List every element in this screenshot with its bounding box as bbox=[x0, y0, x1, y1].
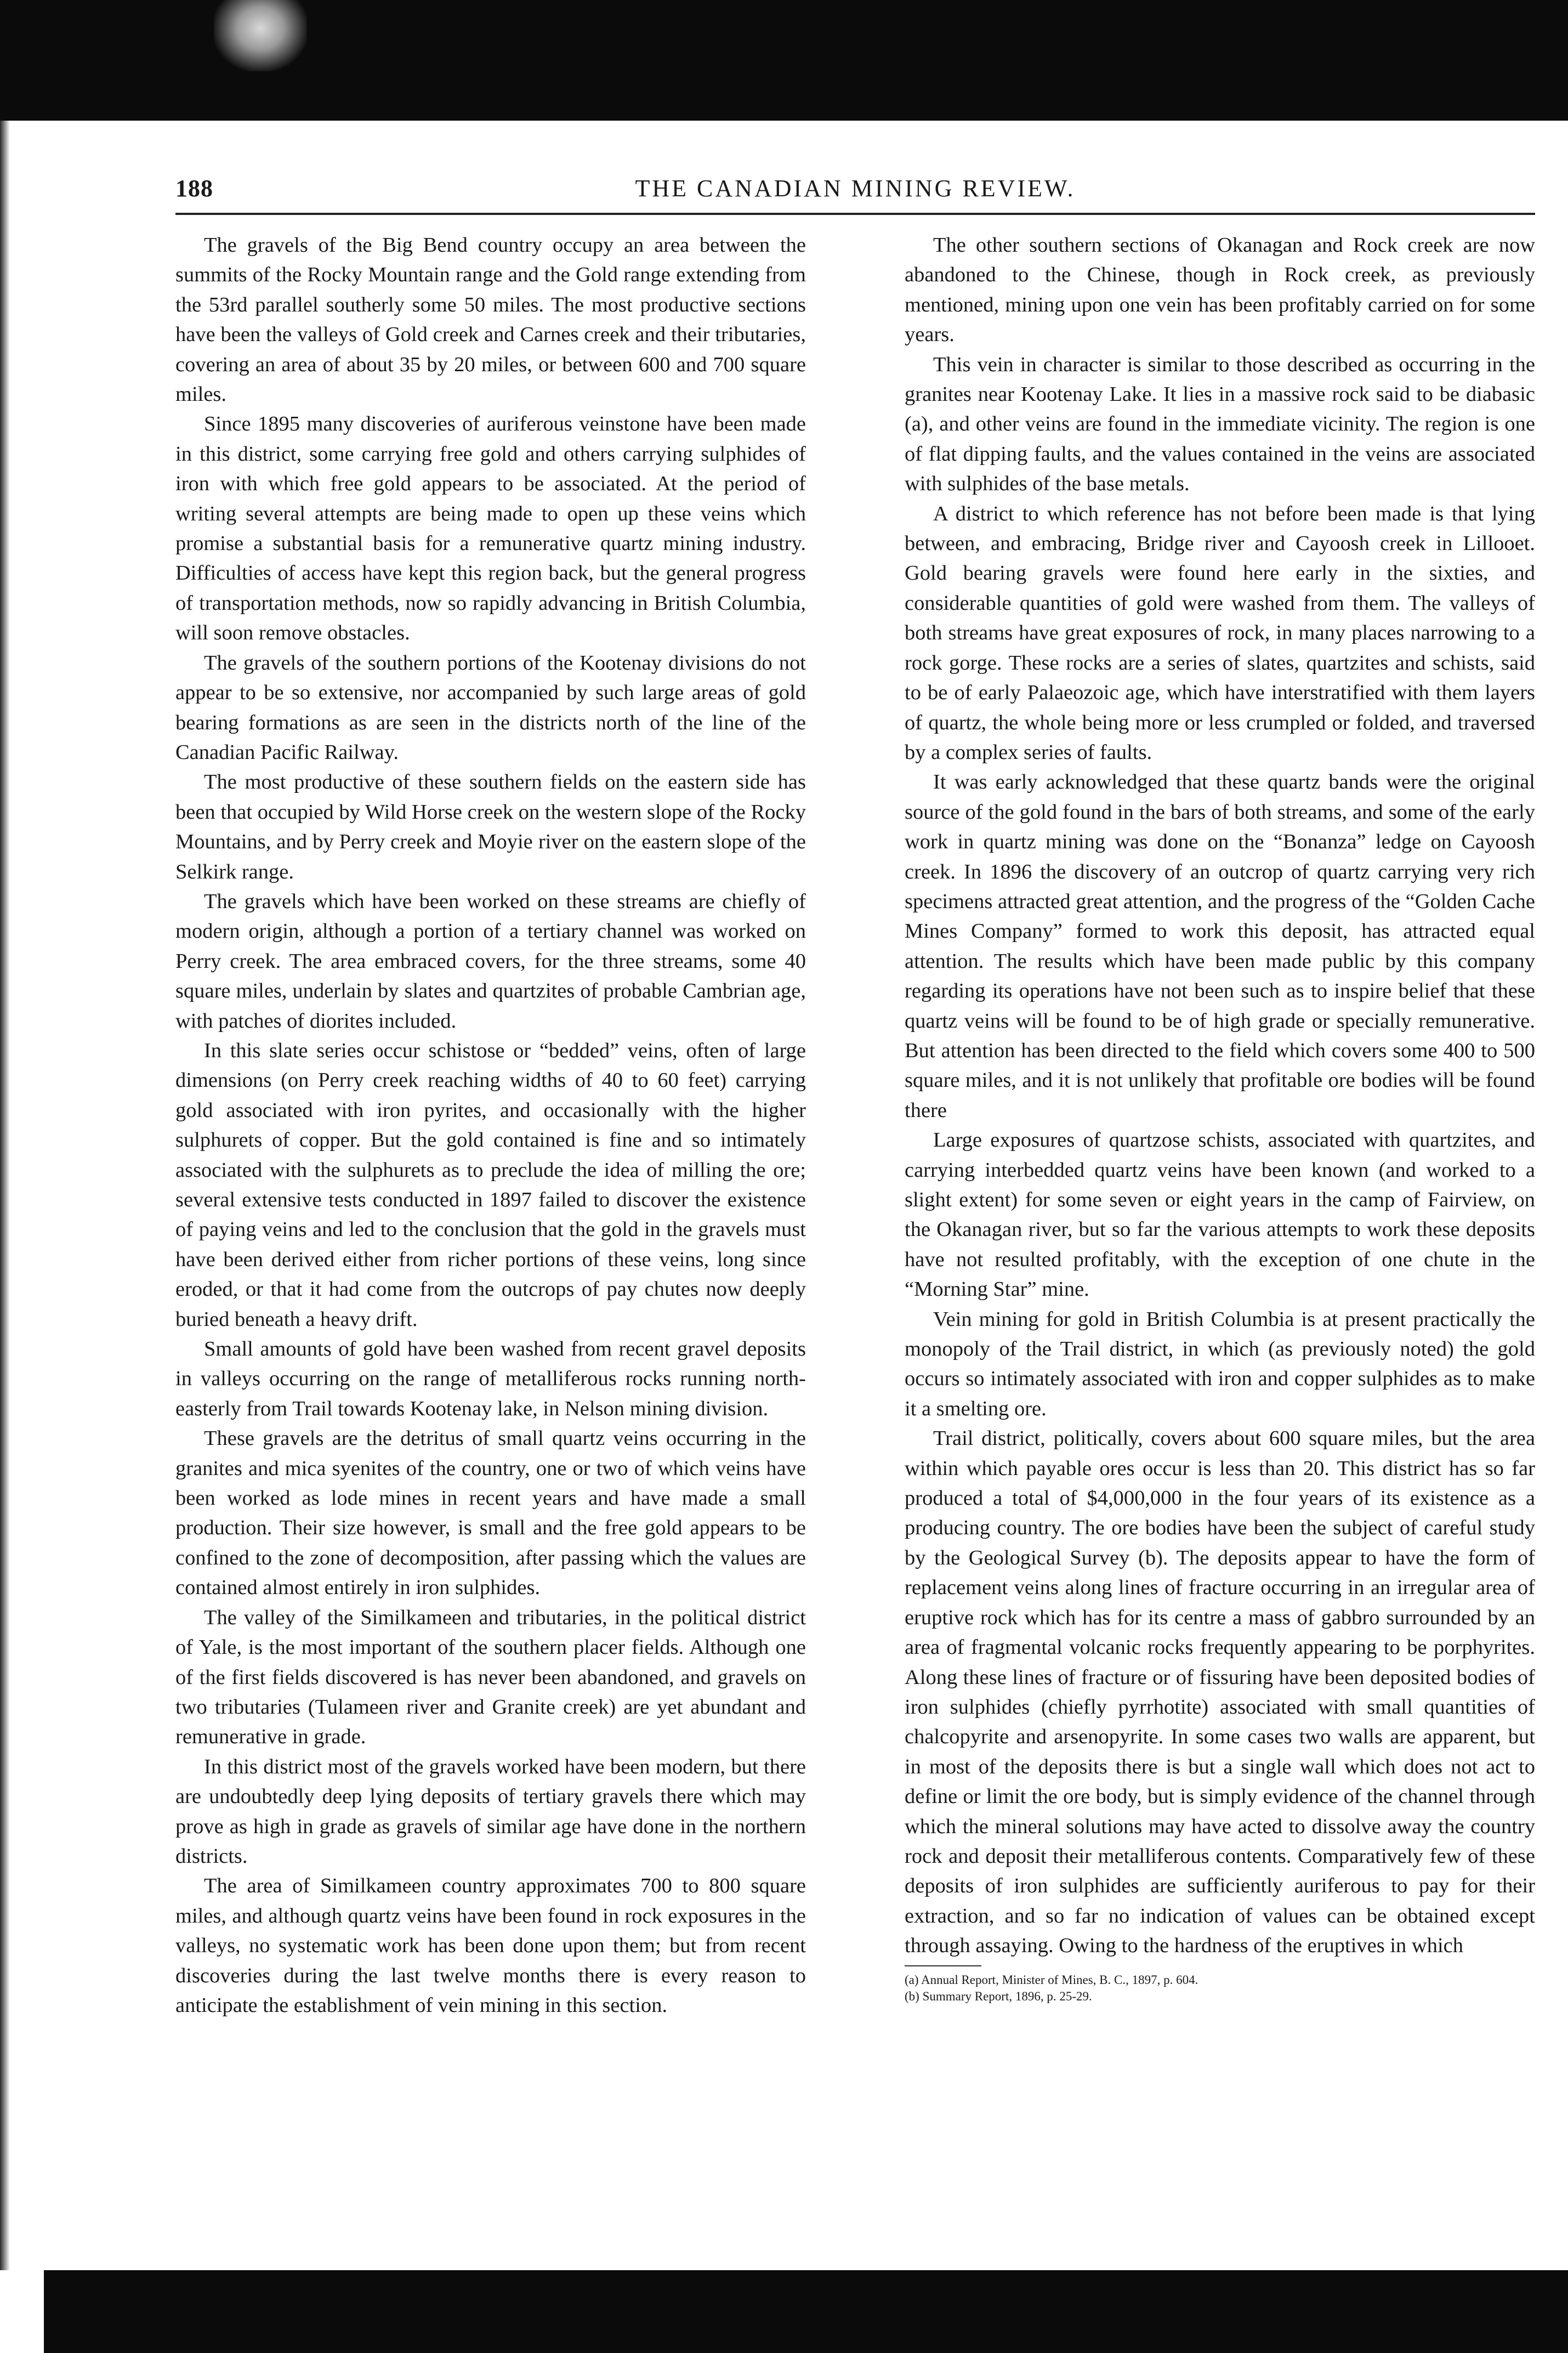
scan-border-left bbox=[0, 121, 10, 2270]
footnote: (a) Annual Report, Minister of Mines, B. C., 1897, p. 604. bbox=[905, 1972, 1198, 1987]
paragraph: These gravels are the detritus of small quartz veins occurring in the granites and mica syenites of the country, one or two of which veins have been worked as lode mines in recent years and have made a small production. Their size however, is small and the free gold appears to be confined to the zone of decomposition, after passing which the values are contained almost entirely in iron sulphides. bbox=[175, 1427, 806, 1600]
paragraph: This vein in character is similar to those described as occurring in the granites near Kootenay Lake. It lies in a massive rock said to be diabasic (a), and other veins are found in the immediate vicinity. The region is one of flat dipping faults, and the values contained in the veins are associated with sulphides of the base metals. bbox=[905, 353, 1535, 496]
footnotes bbox=[905, 1972, 1535, 2005]
page-number: 188 bbox=[175, 175, 213, 202]
paragraph: Small amounts of gold have been washed from recent gravel deposits in valleys occurring on the range of metalliferous rocks running north-easterly from Trail towards Kootenay lake, in Nelson mining division. bbox=[175, 1337, 806, 1420]
running-head bbox=[175, 174, 1535, 218]
paragraph: The gravels of the Big Bend country occupy an area between the summits of the Rocky Mountain range and the Gold range extending from the 53rd parallel southerly some 50 miles. The most productive sections have been the valleys of Gold creek and Carnes creek and their tributaries, covering an area of about 35 by 20 miles, or between 600 and 700 square miles. bbox=[175, 234, 806, 406]
paragraph: It was early acknowledged that these quartz bands were the original source of the gold found in the bars of both streams, and some of the early work in quartz mining was done on the “Bonanza” ledge on Cayoosh creek. In 1896 the discovery of an outcrop of quartz carrying very rich specimens attracted great attention, and the progress of the “Golden Cache Mines Company” formed to work this deposit, has attracted equal attention. The results which have been made public by this company regarding its operations have not been such as to inspire belief that these quartz veins will be found to be of high grade or specially remunerative. But attention has been directed to the field which covers some 400 to 500 square miles, and it is not unlikely that profitable ore bodies will be found there bbox=[905, 770, 1535, 1122]
footnote-rule bbox=[905, 1965, 981, 1970]
scan-border-top bbox=[0, 0, 1568, 121]
paragraph: The area of Similkameen country approximates 700 to 800 square miles, and although quartz veins have been found in rock exposures in the valleys, no systematic work has been done upon them; but from recent discoveries during the last twelve months there is every reason to anticipate the establishment of vein mining in this section. bbox=[175, 1874, 806, 2017]
journal-title: THE CANADIAN MINING REVIEW. bbox=[635, 175, 1076, 202]
paragraph: The other southern sections of Okanagan and Rock creek are now abandoned to the Chinese, though in Rock creek, as previously mentioned, mining upon one vein has been profitably carried on for some years. bbox=[905, 234, 1535, 347]
paragraph: Since 1895 many discoveries of auriferous veinstone have been made in this district, some carrying free gold and others carrying sulphides of iron with which free gold appears to be associated. At the period of writing several attempts are being made to open up these veins which promise a substantial basis for a remunerative quartz mining industry. Difficulties of access have kept this region back, but the general progress of transportation methods, now so rapidly advancing in British Columbia, will soon remove obstacles. bbox=[175, 412, 806, 645]
scan-border-bottom bbox=[44, 2270, 1568, 2353]
paragraph: The gravels of the southern portions of the Kootenay divisions do not appear to be so extensive, nor accompanied by such large areas of gold bearing formations as are seen in the districts north of the line of the Canadian Pacific Railway. bbox=[175, 651, 806, 764]
scan-artifact bbox=[214, 0, 307, 71]
paragraph: The gravels which have been worked on these streams are chiefly of modern origin, although a portion of a tertiary channel was worked on Perry creek. The area embraced covers, for the three streams, some 40 square miles, underlain by slates and quartzites of probable Cambrian age, with patches of diorites included. bbox=[175, 889, 806, 1033]
header-rule bbox=[175, 213, 1535, 215]
paragraph: The valley of the Similkameen and tributaries, in the political district of Yale, is the most important of the southern placer fields. Although one of the first fields discovered is has never been abandoned, and gravels on two tributaries (Tulameen river and Granite creek) are yet abundant and remunerative in grade. bbox=[175, 1606, 806, 1749]
paragraph: In this slate series occur schistose or “bedded” veins, often of large dimensions (on Perry creek reaching widths of 40 to 60 feet) carrying gold associated with iron pyrites, and occasionally with the higher sulphurets of copper. But the gold contained is fine and so intimately associated with the sulphurets as to preclude the idea of milling the ore; several extensive tests conducted in 1897 failed to discover the existence of paying veins and led to the conclusion that the gold in the gravels must have been derived either from richer portions of these veins, long since eroded, or that it had come from the outcrops of pay chutes now deeply buried beneath a heavy drift. bbox=[175, 1039, 806, 1331]
paragraph: Large exposures of quartzose schists, associated with quartzites, and carrying interbedded quartz veins have been known (and worked to a slight extent) for some seven or eight years in the camp of Fairview, on the Okanagan river, but so far the various attempts to work these deposits have not resulted profitably, with the exception of one chute in the “Morning Star” mine. bbox=[905, 1129, 1535, 1301]
paragraph: In this district most of the gravels worked have been modern, but there are undoubtedly deep lying deposits of tertiary gravels there which may prove as high in grade as gravels of similar age have done in the northern districts. bbox=[175, 1755, 806, 1868]
paragraph: Trail district, politically, covers about 600 square miles, but the area within which payable ores occur is less than 20. This district has so far produced a total of $4,000,000 in the four years of its existence as a producing country. The ore bodies have been the subject of careful study by the Geological Survey (b). The deposits appear to have the form of replacement veins along lines of fracture occurring in an irregular area of eruptive rock which has for its centre a mass of gabbro surrounded by an area of fragmental volcanic rocks frequently appearing to be porphyrites. Along these lines of fracture or of fissuring have been deposited bodies of iron sulphides (chiefly pyrrhotite) associated with small quantities of chalcopyrite and arsenopyrite. In some cases two walls are apparent, but in most of the deposits there is but a single wall which does not act to define or limit the ore body, but is simply evidence of the channel through which the mineral solutions may have acted to dissolve away the country rock and deposit their metalliferous contents. Comparatively few of these deposits of iron sulphides are sufficiently auriferous to pay for their extraction, and so far no indication of values can be obtained except through assaying. Owing to the hardness of the eruptives in which bbox=[905, 1427, 1535, 1958]
footnote: (b) Summary Report, 1896, p. 25-29. bbox=[905, 1989, 1092, 2003]
right-column bbox=[905, 230, 1535, 2005]
left-column bbox=[175, 230, 806, 2020]
paragraph: A district to which reference has not before been made is that lying between, and embracing, Bridge river and Cayoosh creek in Lillooet. Gold bearing gravels were found here early in the sixties, and considerable quantities of gold were washed from them. The valleys of both streams have great exposures of rock, in many places narrowing to a rock gorge. These rocks are a series of slates, quartzites and schists, said to be of early Palaeozoic age, which have interstratified with them layers of quartz, the whole being more or less crumpled or folded, and traversed by a complex series of faults. bbox=[905, 502, 1535, 764]
paragraph: Vein mining for gold in British Columbia is at present practically the monopoly of the Trail district, in which (as previously noted) the gold occurs so intimately associated with iron and copper sulphides as to make it a smelting ore. bbox=[905, 1307, 1535, 1420]
paragraph: The most productive of these southern fields on the eastern side has been that occupied by Wild Horse creek on the western slope of the Rocky Mountains, and by Perry creek and Moyie river on the eastern slope of the Selkirk range. bbox=[175, 770, 806, 883]
